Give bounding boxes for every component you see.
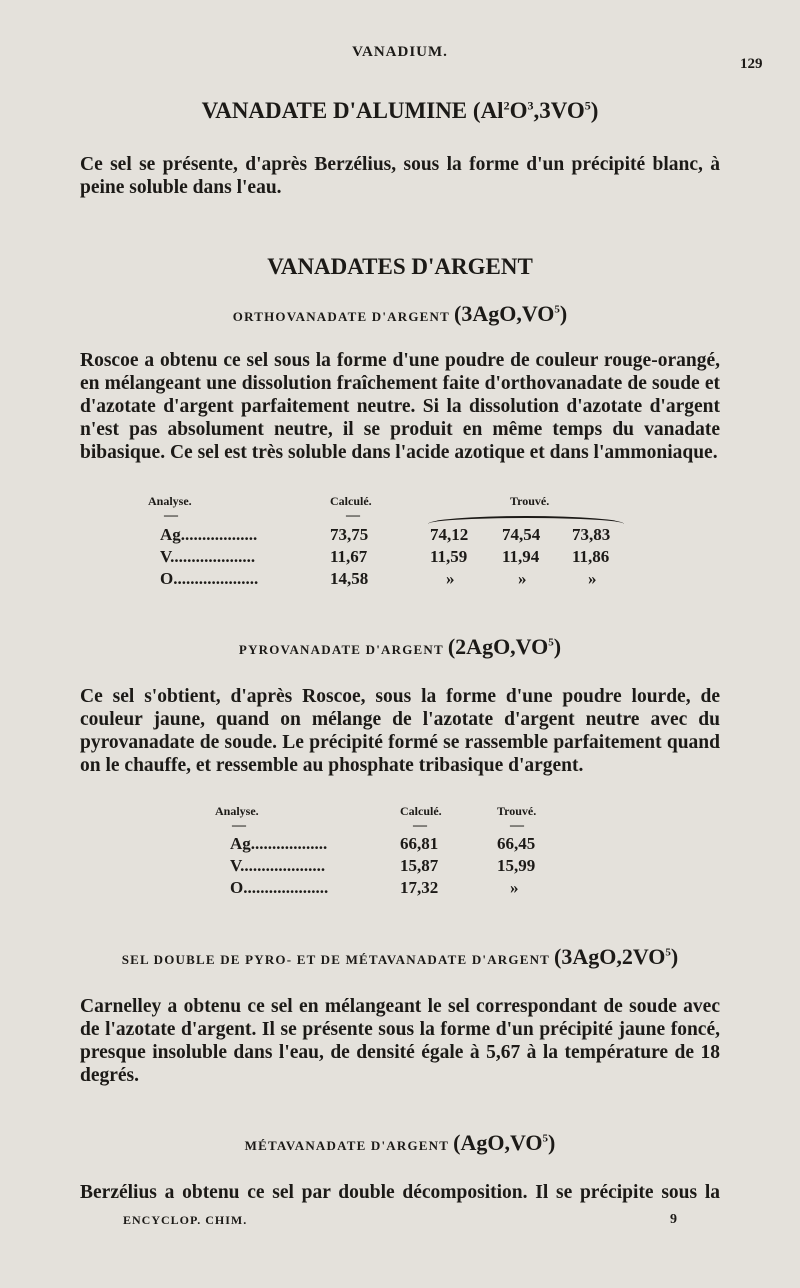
header-analyse: Analyse.: [215, 804, 259, 818]
calc-value: 73,75: [330, 525, 369, 544]
calc-value: 17,32: [400, 878, 439, 897]
paragraph-orthovanadate: Roscoe a obtenu ce sel sous la forme d'une poudre de couleur rouge-orangé, en mélangeant une dissolution fraîchement faite d'orthovanadate de soude et d'azotate d'argent parfaitement neutre. Si la dissolution d'azotate d'argent n'est pas absolument neutre, il se produit en même temps du vanadate bibasique. Ce sel est très soluble dans l'acide azotique et dans l'ammoniaque.: [80, 350, 720, 463]
found-value-1: 74,12: [430, 525, 469, 544]
subheading-formula: $(2AgO,VO^5)$: [447, 634, 562, 659]
heading-vanadate-alumine: [0, 98, 800, 124]
dash-calcule: —: [346, 508, 360, 523]
subheading-metavanadate: [0, 1130, 800, 1156]
row-label: Ag..................: [230, 834, 328, 853]
subheading-text: ORTHOVANADATE D'ARGENT: [232, 309, 451, 324]
dash-analyse: —: [232, 818, 246, 833]
header-trouve: Trouvé.: [510, 494, 550, 508]
paragraph-pyrovanadate: Ce sel s'obtient, d'après Roscoe, sous la forme d'une poudre lourde, de couleur jaune, quand on mélange de l'azotate d'argent neutre avec du pyrovanadate de soude. Le précipité formé se rassemble parfaitement quand on le chauffe, et ressemble au phosphate tribasique d'argent.: [80, 686, 720, 776]
row-label: V....................: [160, 547, 256, 566]
dash-trouve: —: [510, 818, 524, 833]
footer-sheet-number: 9: [670, 1212, 677, 1227]
row-label: V....................: [230, 856, 326, 875]
subheading-formula: $(AgO,VO^5)$: [453, 1130, 556, 1155]
calc-value: 11,67: [330, 547, 368, 566]
found-value-1: »: [446, 569, 455, 588]
header-analyse: Analyse.: [148, 494, 192, 508]
found-value-2: »: [518, 569, 527, 588]
found-value-2: 11,94: [502, 547, 540, 566]
paragraph-metavanadate: Berzélius a obtenu ce sel par double décomposition. Il se précipite sous la: [80, 1182, 720, 1203]
header-calcule: Calculé.: [330, 494, 372, 508]
subheading-text: MÉTAVANADATE D'ARGENT: [244, 1138, 450, 1153]
found-value-3: 73,83: [572, 525, 611, 544]
subheading-text: SEL DOUBLE DE PYRO- ET DE MÉTAVANADATE D'ARGENT: [121, 952, 551, 967]
subheading-sel-double: [0, 944, 800, 970]
paragraph-alumine: Ce sel se présente, d'après Berzélius, sous la forme d'un précipité blanc, à peine soluble dans l'eau.: [80, 154, 720, 198]
footer-signature: ENCYCLOP. CHIM.: [123, 1213, 248, 1227]
found-value-3: »: [588, 569, 597, 588]
dash-analyse: —: [164, 508, 178, 523]
found-value-2: 74,54: [502, 525, 541, 544]
page-number: 129: [740, 56, 763, 72]
row-label: O....................: [160, 569, 259, 588]
heading-formula: $(Al^2O^3,3VO^5)$: [472, 98, 599, 123]
calc-value: 15,87: [400, 856, 439, 875]
subheading-pyrovanadate: [0, 634, 800, 660]
running-header: VANADIUM.: [352, 44, 448, 60]
subheading-text: PYROVANADATE D'ARGENT: [238, 642, 444, 657]
heading-vanadates-argent: VANADATES D'ARGENT: [267, 254, 533, 279]
row-label: Ag..................: [160, 525, 258, 544]
calc-value: 14,58: [330, 569, 369, 588]
found-value: 66,45: [497, 834, 536, 853]
calc-value: 66,81: [400, 834, 439, 853]
subheading-formula: $(3AgO,VO^5)$: [454, 301, 568, 326]
found-value-1: 11,59: [430, 547, 468, 566]
dash-calcule: —: [413, 818, 427, 833]
paragraph-sel-double: Carnelley a obtenu ce sel en mélangeant le sel correspondant de soude avec de l'azotate d'argent. Il se présente sous la forme d'un précipité jaune foncé, presque insoluble dans l'eau, de densité égale à 5,67 à la température de 18 degrés.: [80, 996, 720, 1086]
header-trouve: Trouvé.: [497, 804, 537, 818]
row-label: O....................: [230, 878, 329, 897]
heading-text: VANADATE D'ALUMINE: [201, 98, 468, 123]
header-calcule: Calculé.: [400, 804, 442, 818]
subheading-formula: $(3AgO,2VO^5)$: [554, 944, 679, 969]
subheading-orthovanadate: [0, 301, 800, 327]
found-value-3: 11,86: [572, 547, 610, 566]
found-value: »: [510, 878, 519, 897]
found-value: 15,99: [497, 856, 536, 875]
